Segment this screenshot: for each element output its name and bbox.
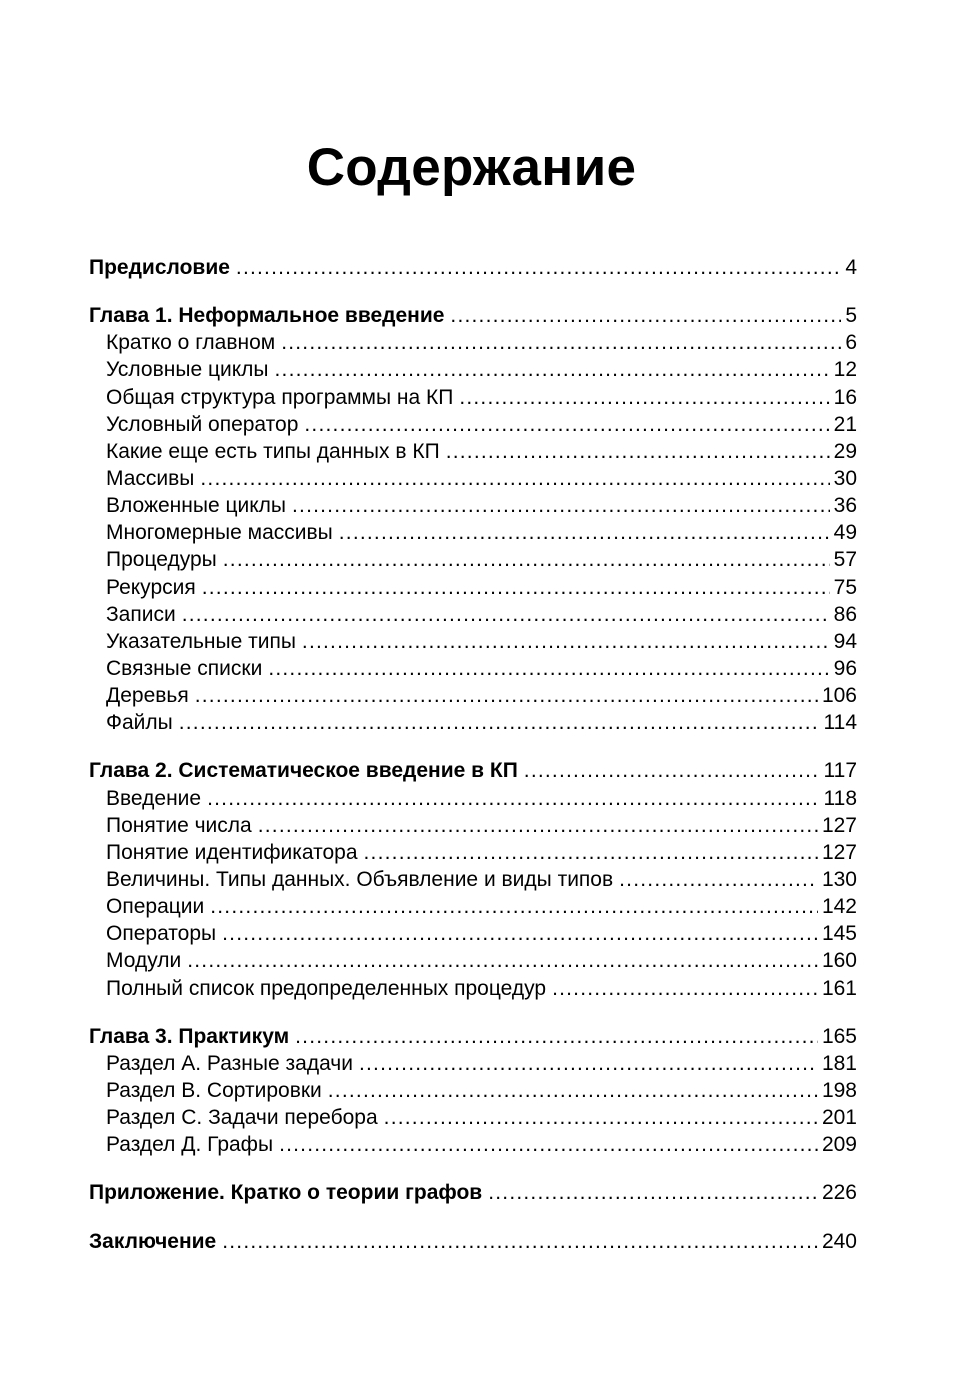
toc-page-number: 6: [845, 331, 857, 355]
toc-entry-title: Многомерные массивы: [106, 521, 333, 545]
toc-dot-leader: [200, 465, 829, 492]
toc-dot-leader: [488, 1179, 818, 1206]
toc-page-number: 86: [833, 602, 857, 626]
toc-section-entry[interactable]: [89, 785, 857, 812]
toc-page-number: 4: [845, 256, 857, 279]
toc-entry-title: Деревья: [106, 684, 189, 708]
toc-entry-title: Процедуры: [106, 548, 217, 572]
toc-group: [89, 757, 857, 1001]
toc-entry-title: Понятие идентификатора: [106, 840, 358, 864]
toc-dot-leader: [364, 839, 818, 866]
toc-section-entry[interactable]: [89, 812, 857, 839]
toc-page-number: 94: [833, 629, 857, 653]
toc-dot-leader: [281, 329, 841, 356]
toc-dot-leader: [275, 356, 830, 383]
toc-entry-title: Раздел С. Задачи перебора: [106, 1106, 378, 1130]
toc-page-number: 127: [821, 813, 857, 837]
toc-entry-title: Записи: [106, 602, 176, 626]
toc-dot-leader: [304, 411, 829, 438]
toc-dot-leader: [524, 757, 820, 784]
toc-dot-leader: [446, 438, 830, 465]
toc-page-number: 30: [833, 466, 857, 490]
toc-entry-title: Операции: [106, 895, 205, 919]
toc-entry-title: Операторы: [106, 922, 217, 946]
toc-dot-leader: [195, 682, 818, 709]
toc-dot-leader: [328, 1077, 818, 1104]
toc-entry-title: Какие еще есть типы данных в КП: [106, 439, 440, 463]
toc-entry-title: Полный список предопределенных процедур: [106, 976, 547, 1000]
toc-page-number: 127: [821, 840, 857, 864]
toc-page-number: 106: [821, 684, 857, 708]
toc-entry-title: Вложенные циклы: [106, 494, 286, 518]
toc-dot-leader: [222, 920, 818, 947]
toc-page-number: 240: [821, 1229, 857, 1253]
toc-page-number: 16: [833, 385, 857, 409]
toc-page-number: 145: [821, 922, 857, 946]
toc-dot-leader: [222, 1228, 818, 1255]
toc-section-entry[interactable]: [89, 920, 857, 947]
toc-chapter-entry[interactable]: [89, 1023, 857, 1050]
toc-page-number: 36: [833, 494, 857, 518]
toc-section-entry[interactable]: [89, 384, 857, 411]
toc-dot-leader: [292, 492, 830, 519]
toc-page-number: 114: [823, 711, 857, 735]
toc-entry-title: Условные циклы: [106, 358, 269, 382]
toc-section-entry[interactable]: [89, 628, 857, 655]
toc-dot-leader: [279, 1131, 818, 1158]
toc-group: [89, 1023, 857, 1159]
toc-page-number: 117: [823, 759, 857, 783]
toc-page-number: 161: [821, 976, 857, 1000]
toc-section-entry[interactable]: [89, 1104, 857, 1131]
toc-entry-title: Рекурсия: [106, 575, 196, 599]
toc-section-entry[interactable]: [89, 546, 857, 573]
toc-page-number: 96: [833, 656, 857, 680]
toc-entry-title: Глава 1. Неформальное введение: [89, 304, 445, 328]
toc-entry-title: Приложение. Кратко о теории графов: [89, 1181, 483, 1205]
toc-chapter-entry[interactable]: [89, 302, 857, 329]
toc-page-number: 130: [821, 867, 857, 891]
toc-entry-title: Массивы: [106, 466, 195, 490]
toc-entry-title: Заключение: [89, 1229, 217, 1253]
toc-page-number: 181: [821, 1051, 857, 1075]
toc-dot-leader: [552, 975, 818, 1002]
toc-dot-leader: [179, 709, 820, 736]
page-title: Содержание: [306, 138, 637, 197]
toc-dot-leader: [236, 254, 841, 281]
toc-chapter-entry[interactable]: [89, 757, 857, 784]
toc-dot-leader: [359, 1050, 818, 1077]
toc-dot-leader: [295, 1023, 818, 1050]
toc-chapter-entry[interactable]: [89, 1228, 857, 1255]
toc-section-entry[interactable]: [89, 947, 857, 974]
toc-entry-title: Кратко о главном: [106, 331, 276, 355]
table-of-contents: [89, 254, 857, 1276]
toc-dot-leader: [202, 574, 830, 601]
toc-section-entry[interactable]: [89, 1131, 857, 1158]
toc-page-number: 21: [833, 412, 857, 436]
toc-dot-leader: [187, 947, 818, 974]
toc-page-number: 29: [833, 439, 857, 463]
toc-dot-leader: [258, 812, 818, 839]
toc-entry-title: Величины. Типы данных. Объявление и виды типов: [106, 867, 614, 891]
toc-entry-title: Файлы: [106, 711, 173, 735]
toc-section-entry[interactable]: [89, 356, 857, 383]
toc-dot-leader: [384, 1104, 818, 1131]
toc-page-number: 49: [833, 521, 857, 545]
toc-section-entry[interactable]: [89, 465, 857, 492]
toc-section-entry[interactable]: [89, 601, 857, 628]
toc-page-number: 5: [845, 304, 857, 328]
toc-entry-title: Предисловие: [89, 256, 230, 279]
toc-group: [89, 254, 857, 281]
toc-section-entry[interactable]: [89, 411, 857, 438]
toc-page-number: 75: [833, 575, 857, 599]
toc-page-number: 209: [821, 1133, 857, 1157]
toc-entry-title: Связные списки: [106, 656, 263, 680]
toc-page-number: 201: [821, 1106, 857, 1130]
toc-dot-leader: [210, 893, 818, 920]
toc-entry-title: Глава 2. Систематическое введение в КП: [89, 759, 518, 783]
toc-section-entry[interactable]: [89, 574, 857, 601]
toc-section-entry[interactable]: [89, 1050, 857, 1077]
toc-page-number: 226: [821, 1181, 857, 1205]
toc-dot-leader: [619, 866, 818, 893]
toc-entry-title: Условный оператор: [106, 412, 299, 436]
toc-section-entry[interactable]: [89, 655, 857, 682]
toc-page-number: 160: [821, 949, 857, 973]
toc-section-entry[interactable]: [89, 682, 857, 709]
toc-section-entry[interactable]: [89, 329, 857, 356]
toc-group: [89, 302, 857, 736]
toc-section-entry[interactable]: [89, 492, 857, 519]
toc-section-entry[interactable]: [89, 839, 857, 866]
toc-entry-title: Глава 3. Практикум: [89, 1024, 290, 1048]
toc-section-entry[interactable]: [89, 975, 857, 1002]
toc-dot-leader: [339, 519, 830, 546]
toc-dot-leader: [302, 628, 830, 655]
toc-section-entry[interactable]: [89, 866, 857, 893]
toc-page-number: 57: [833, 548, 857, 572]
toc-entry-title: Введение: [106, 786, 202, 810]
toc-section-entry[interactable]: [89, 519, 857, 546]
toc-page-number: 12: [833, 358, 857, 382]
toc-entry-title: Общая структура программы на КП: [106, 385, 454, 409]
toc-group: [89, 1228, 857, 1255]
toc-page-number: 165: [821, 1024, 857, 1048]
toc-entry-title: Указательные типы: [106, 629, 296, 653]
toc-dot-leader: [223, 546, 830, 573]
toc-page-number: 118: [823, 786, 857, 810]
toc-section-entry[interactable]: [89, 438, 857, 465]
toc-entry-title: Модули: [106, 949, 182, 973]
toc-dot-leader: [207, 785, 819, 812]
toc-page-number: 198: [821, 1078, 857, 1102]
toc-group: [89, 1179, 857, 1206]
toc-entry-title: Раздел В. Сортировки: [106, 1078, 322, 1102]
toc-chapter-entry[interactable]: [89, 254, 857, 281]
toc-chapter-entry[interactable]: [89, 1179, 857, 1206]
toc-entry-title: Раздел А. Разные задачи: [106, 1051, 353, 1075]
toc-entry-title: Раздел Д. Графы: [106, 1133, 274, 1157]
toc-entry-title: Понятие числа: [106, 813, 252, 837]
toc-page-number: 142: [821, 895, 857, 919]
toc-section-entry[interactable]: [89, 893, 857, 920]
toc-section-entry[interactable]: [89, 709, 857, 736]
toc-dot-leader: [450, 302, 841, 329]
toc-section-entry[interactable]: [89, 1077, 857, 1104]
toc-dot-leader: [268, 655, 829, 682]
toc-dot-leader: [459, 384, 829, 411]
toc-dot-leader: [182, 601, 830, 628]
